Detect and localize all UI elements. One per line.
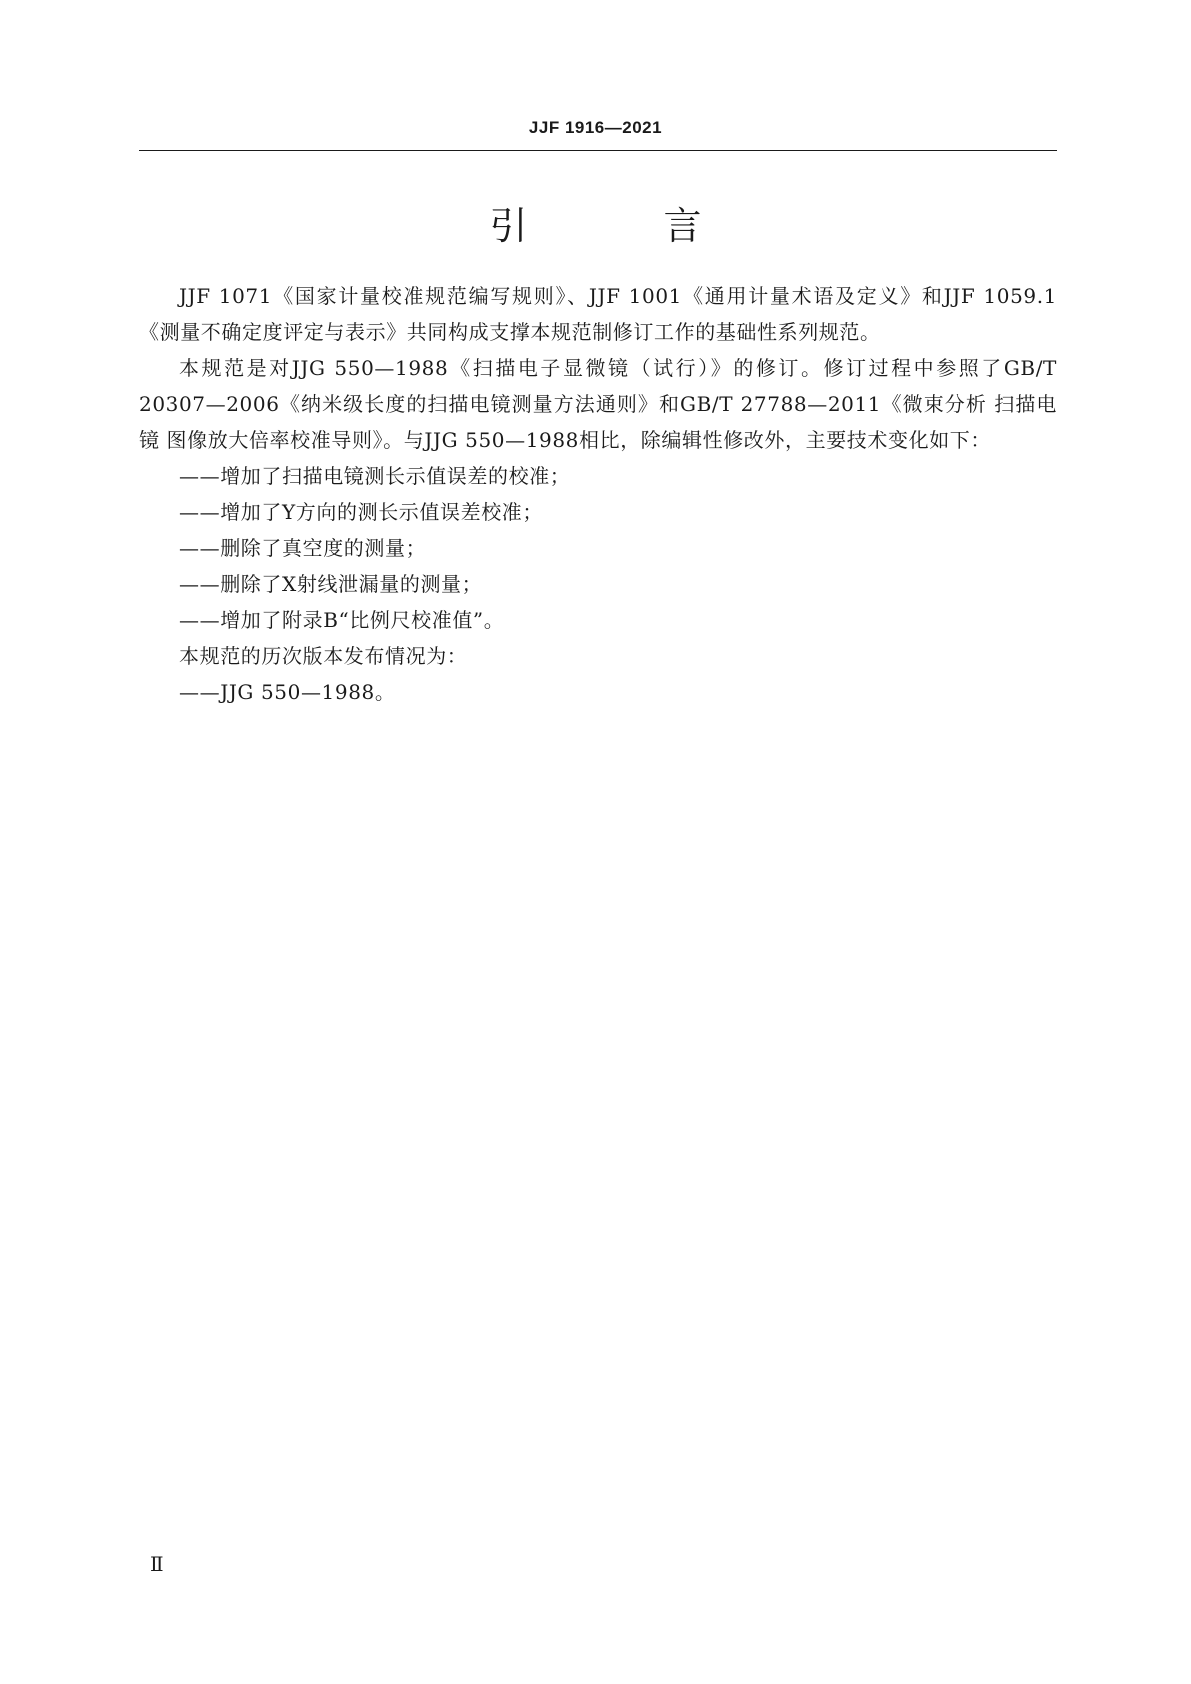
header-divider [139, 150, 1057, 151]
history-item-1: ——JJG 550—1988。 [179, 680, 396, 704]
page-number: Ⅱ [150, 1552, 164, 1576]
header-standard-code: JJF 1916—2021 [528, 118, 663, 137]
page-title: 引 言 [489, 204, 764, 248]
change-item-1: ——增加了扫描电镜测长示值误差的校准； [179, 464, 571, 488]
change-item-4: ——删除了X射线泄漏量的测量； [179, 572, 483, 596]
document-body [139, 278, 1057, 710]
paragraph-2: 本规范是对JJG 550—1988《扫描电子显微镜（试行）》的修订。修订过程中参照了GB/T 20307—2006《纳米级长度的扫描电镜测量方法通则》和GB/T 27788—2011《微束分析 扫描电镜 图像放大倍率校准导则》。与JJG 550—1988相比，除编辑性修改外，主要技术变化如下： [139, 356, 1057, 452]
paragraph-1: JJF 1071《国家计量校准规范编写规则》、JJF 1001《通用计量术语及定义》和JJF 1059.1《测量不确定度评定与表示》共同构成支撑本规范制修订工作的基础性系列规范。 [139, 284, 1057, 344]
history-intro: 本规范的历次版本发布情况为： [179, 644, 468, 668]
change-item-3: ——删除了真空度的测量； [179, 536, 427, 560]
change-item-2: ——增加了Y方向的测长示值误差校准； [179, 500, 544, 524]
change-item-5: ——增加了附录B“比例尺校准值”。 [179, 608, 505, 632]
